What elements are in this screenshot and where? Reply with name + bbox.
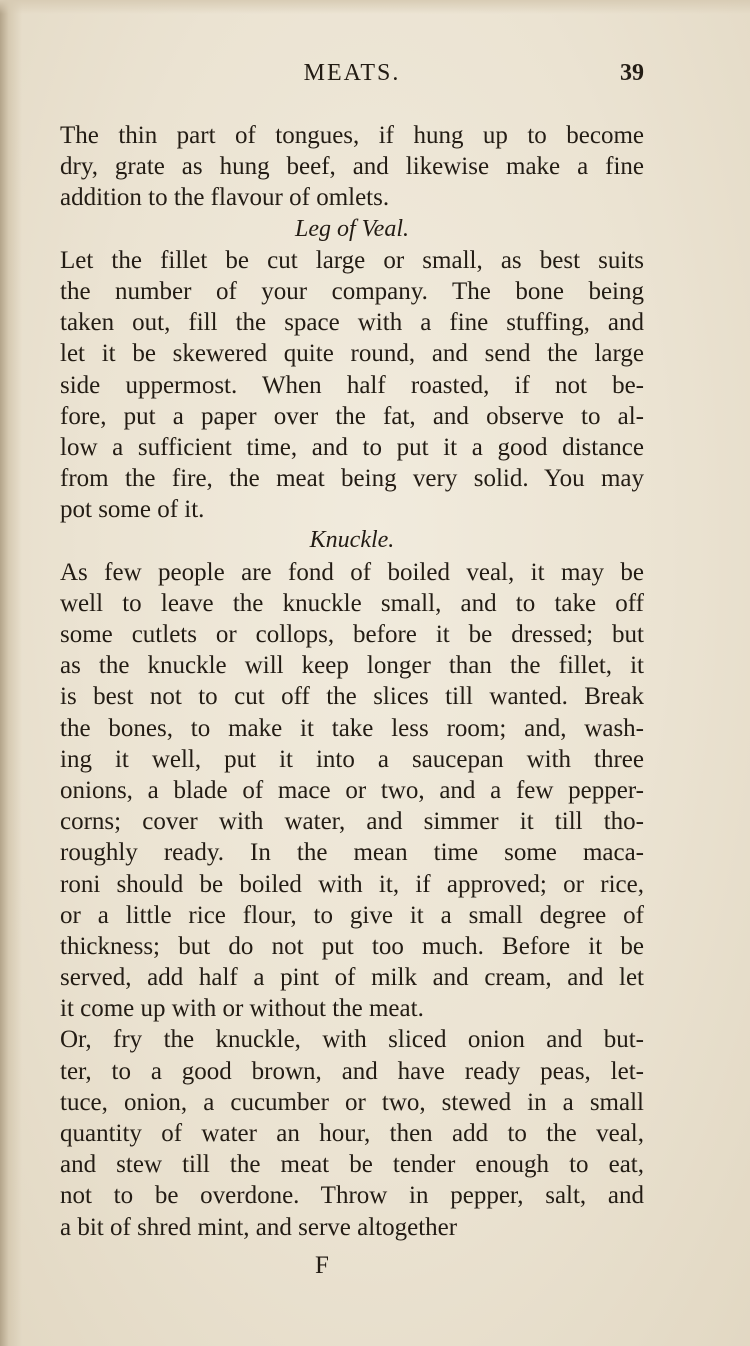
- text-line: roni should be boiled with it, if approved; or rice,: [60, 870, 644, 898]
- text-line: Or, fry the knuckle, with sliced onion and but-: [60, 1026, 644, 1054]
- text-line: side uppermost. When half roasted, if not be-: [60, 371, 644, 399]
- text-line: it come up with or without the meat.: [60, 995, 424, 1023]
- page-top-shadow: [0, 0, 750, 14]
- text-line: served, add half a pint of milk and cream, and let: [60, 964, 644, 992]
- text-line: or a little rice flour, to give it a small degree of: [60, 901, 644, 929]
- text-line: low a sufficient time, and to put it a good distance: [60, 433, 644, 461]
- text-line: ing it well, put it into a saucepan with three: [60, 745, 644, 773]
- page-number: 39: [620, 60, 644, 86]
- body-text: [60, 120, 644, 1243]
- text-line: a bit of shred mint, and serve altogether: [60, 1213, 458, 1241]
- text-line: dry, grate as hung beef, and likewise make a fine: [60, 153, 644, 181]
- text-line: quantity of water an hour, then add to the veal,: [60, 1120, 644, 1147]
- running-head: [60, 60, 644, 96]
- text-line: Let the fillet be cut large or small, as best suits: [60, 246, 644, 274]
- text-line: fore, put a paper over the fat, and observe to al-: [60, 402, 644, 430]
- text-line: some cutlets or collops, before it be dressed; but: [60, 621, 644, 648]
- text-line: from the fire, the meat being very solid. You may: [60, 465, 644, 493]
- section-heading-knuckle: Knuckle.: [309, 527, 395, 554]
- text-line: addition to the flavour of omlets.: [60, 184, 390, 212]
- text-line: is best not to cut off the slices till wanted. Break: [60, 683, 644, 711]
- text-line: ter, to a good brown, and have ready peas, let-: [60, 1057, 644, 1085]
- text-line: and stew till the meat be tender enough to eat,: [60, 1151, 644, 1179]
- text-line: not to be overdone. Throw in pepper, salt, and: [60, 1182, 644, 1210]
- text-line: pot some of it.: [60, 496, 205, 524]
- running-head-title: MEATS.: [303, 60, 401, 86]
- text-line: the number of your company. The bone being: [60, 277, 644, 305]
- text-line: corns; cover with water, and simmer it till tho-: [60, 808, 644, 836]
- text-line: the bones, to make it take less room; and, wash-: [60, 714, 644, 742]
- signature-mark: F: [315, 1252, 329, 1279]
- text-line: as the knuckle will keep longer than the fillet, it: [60, 652, 644, 680]
- text-line: As few people are fond of boiled veal, it may be: [60, 558, 644, 586]
- text-line: taken out, fill the space with a fine stuffing, and: [60, 309, 644, 337]
- text-line: well to leave the knuckle small, and to take off: [60, 589, 644, 617]
- section-heading-leg-of-veal: Leg of Veal.: [295, 215, 409, 242]
- text-line: onions, a blade of mace or two, and a few pepper-: [60, 776, 644, 804]
- text-line: thickness; but do not put too much. Before it be: [60, 932, 644, 960]
- text-line: The thin part of tongues, if hung up to become: [60, 122, 644, 149]
- text-line: tuce, onion, a cucumber or two, stewed in a small: [60, 1088, 644, 1116]
- page-edge-shadow: [0, 0, 22, 1346]
- text-line: roughly ready. In the mean time some maca-: [60, 839, 644, 867]
- text-line: let it be skewered quite round, and send the large: [60, 340, 644, 368]
